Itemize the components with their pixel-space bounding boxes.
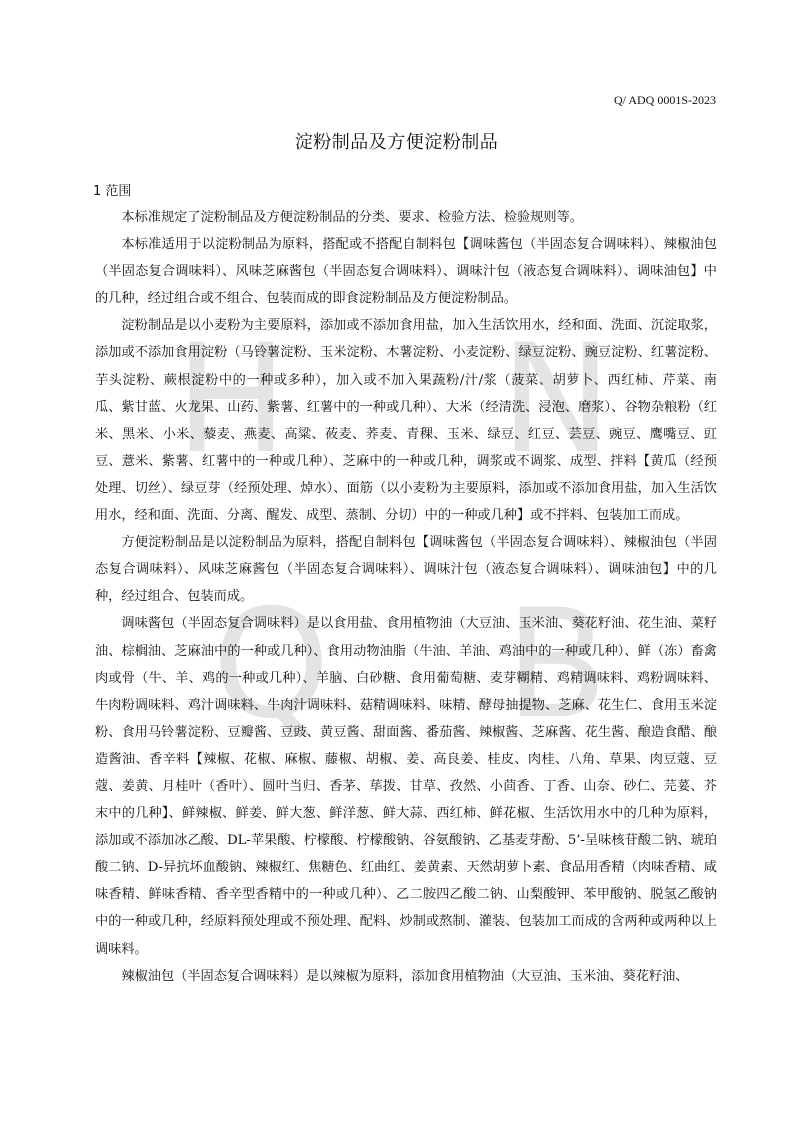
body-text [95,204,717,990]
standard-number: Q/ ADQ 0001S-2023 [613,93,716,107]
paragraph-6: 辣椒油包（半固态复合调味料）是以辣椒为原料，添加食用植物油（大豆油、玉米油、葵花籽油、 [121,968,689,984]
paragraph-3: 淀粉制品是以小麦粉为主要原料，添加或不添加食用盐，加入生活饮用水，经和面、洗面、沉淀取浆，添加或不添加食用淀粉（马铃薯淀粉、玉米淀粉、木薯淀粉、小麦淀粉、绿豆淀粉、豌豆淀粉、红薯淀粉、芋头淀粉、蕨根淀粉中的一种或多种），加入或不加入果蔬粉/汁/浆（菠菜、胡萝卜、西红柿、芹菜、南瓜、紫甘蓝、火龙果、山药、紫薯、红薯中的一种或几种）、大米（经清洗、浸泡、磨浆）、谷物杂粮粉（红米、黑米、小米、藜麦、燕麦、高粱、莜麦、荞麦、青稞、玉米、绿豆、红豆、芸豆、豌豆、鹰嘴豆、豇豆、薏米、紫薯、红薯中的一种或几种）、芝麻中的一种或几种，调浆或不调浆、成型、拌料【黄瓜（经预处理、切丝）、绿豆芽（经预处理、焯水）、面筋（以小麦粉为主要原料，添加或不添加食用盐，加入生活饮用水，经和面、洗面、分离、醒发、成型、蒸制、分切）中的一种或几种】或不拌料、包装加工而成。 [95,318,717,524]
watermark-letter-h: H [175,313,288,487]
watermark-letter-q: Q [212,578,331,752]
paragraph-1: 本标准规定了淀粉制品及方便淀粉制品的分类、要求、检验方法、检验规则等。 [121,210,583,225]
watermark-letter-b: B [505,578,608,752]
document-title: 淀粉制品及方便淀粉制品 [294,132,499,153]
section-heading: 1 范围 [93,184,132,199]
watermark-letter-n: N [500,313,613,487]
paragraph-2: 本标准适用于以淀粉制品为原料，搭配或不搭配自制料包【调味酱包（半固态复合调味料）、辣椒油包（半固态复合调味料）、风味芝麻酱包（半固态复合调味料）、调味汁包（液态复合调味料）、调味油包】中的几种，经过组合或不组合、包装而成的即食淀粉制品及方便淀粉制品。 [95,237,717,307]
paragraph-5: 调味酱包（半固态复合调味料）是以食用盐、食用植物油（大豆油、玉米油、葵花籽油、花生油、菜籽油、棕榈油、芝麻油中的一种或几种）、食用动物油脂（牛油、羊油、鸡油中的一种或几种）、鲜（冻）畜禽肉或骨（牛、羊、鸡的一种或几种）、羊脑、白砂糖、食用葡萄糖、麦芽糊精、鸡精调味料、鸡粉调味料、牛肉粉调味料、鸡汁调味料、牛肉汁调味料、菇精调味料、味精、酵母抽提物、芝麻、花生仁、食用玉米淀粉、食用马铃薯淀粉、豆瓣酱、豆豉、黄豆酱、甜面酱、番茄酱、辣椒酱、芝麻酱、花生酱、酿造食醋、酿造酱油、香辛料【辣椒、花椒、麻椒、藤椒、胡椒、姜、高良姜、桂皮、肉桂、八角、草果、肉豆蔻、豆蔻、姜黄、月桂叶（香叶）、圆叶当归、香茅、荜拨、甘草、孜然、小茴香、丁香、山奈、砂仁、芫荽、芥末中的几种】、鲜辣椒、鲜姜、鲜大葱、鲜洋葱、鲜大蒜、西红柿、鲜花椒、生活饮用水中的几种为原料，添加或不添加冰乙酸、DL-苹果酸、柠檬酸、柠檬酸钠、谷氨酸钠、乙基麦芽酚、5’-呈味核苷酸二钠、琥珀酸二钠、D-异抗坏血酸钠、辣椒红、焦糖色、红曲红、姜黄素、天然胡萝卜素、食品用香精（肉味香精、咸味香精、鲜味香精、香辛型香精中的一种或几种）、乙二胺四乙酸二钠、山梨酸钾、苯甲酸钠、脱氢乙酸钠中的一种或几种，经原料预处理或不预处理、配料、炒制或熬制、灌装、包装加工而成的含两种或两种以上调味料。 [95,616,717,957]
paragraph-4: 方便淀粉制品是以淀粉制品为原料，搭配自制料包【调味酱包（半固态复合调味料）、辣椒油包（半固态复合调味料）、风味芝麻酱包（半固态复合调味料）、调味汁包（液态复合调味料）、调味油包】中的几种，经过组合、包装而成。 [95,535,717,605]
